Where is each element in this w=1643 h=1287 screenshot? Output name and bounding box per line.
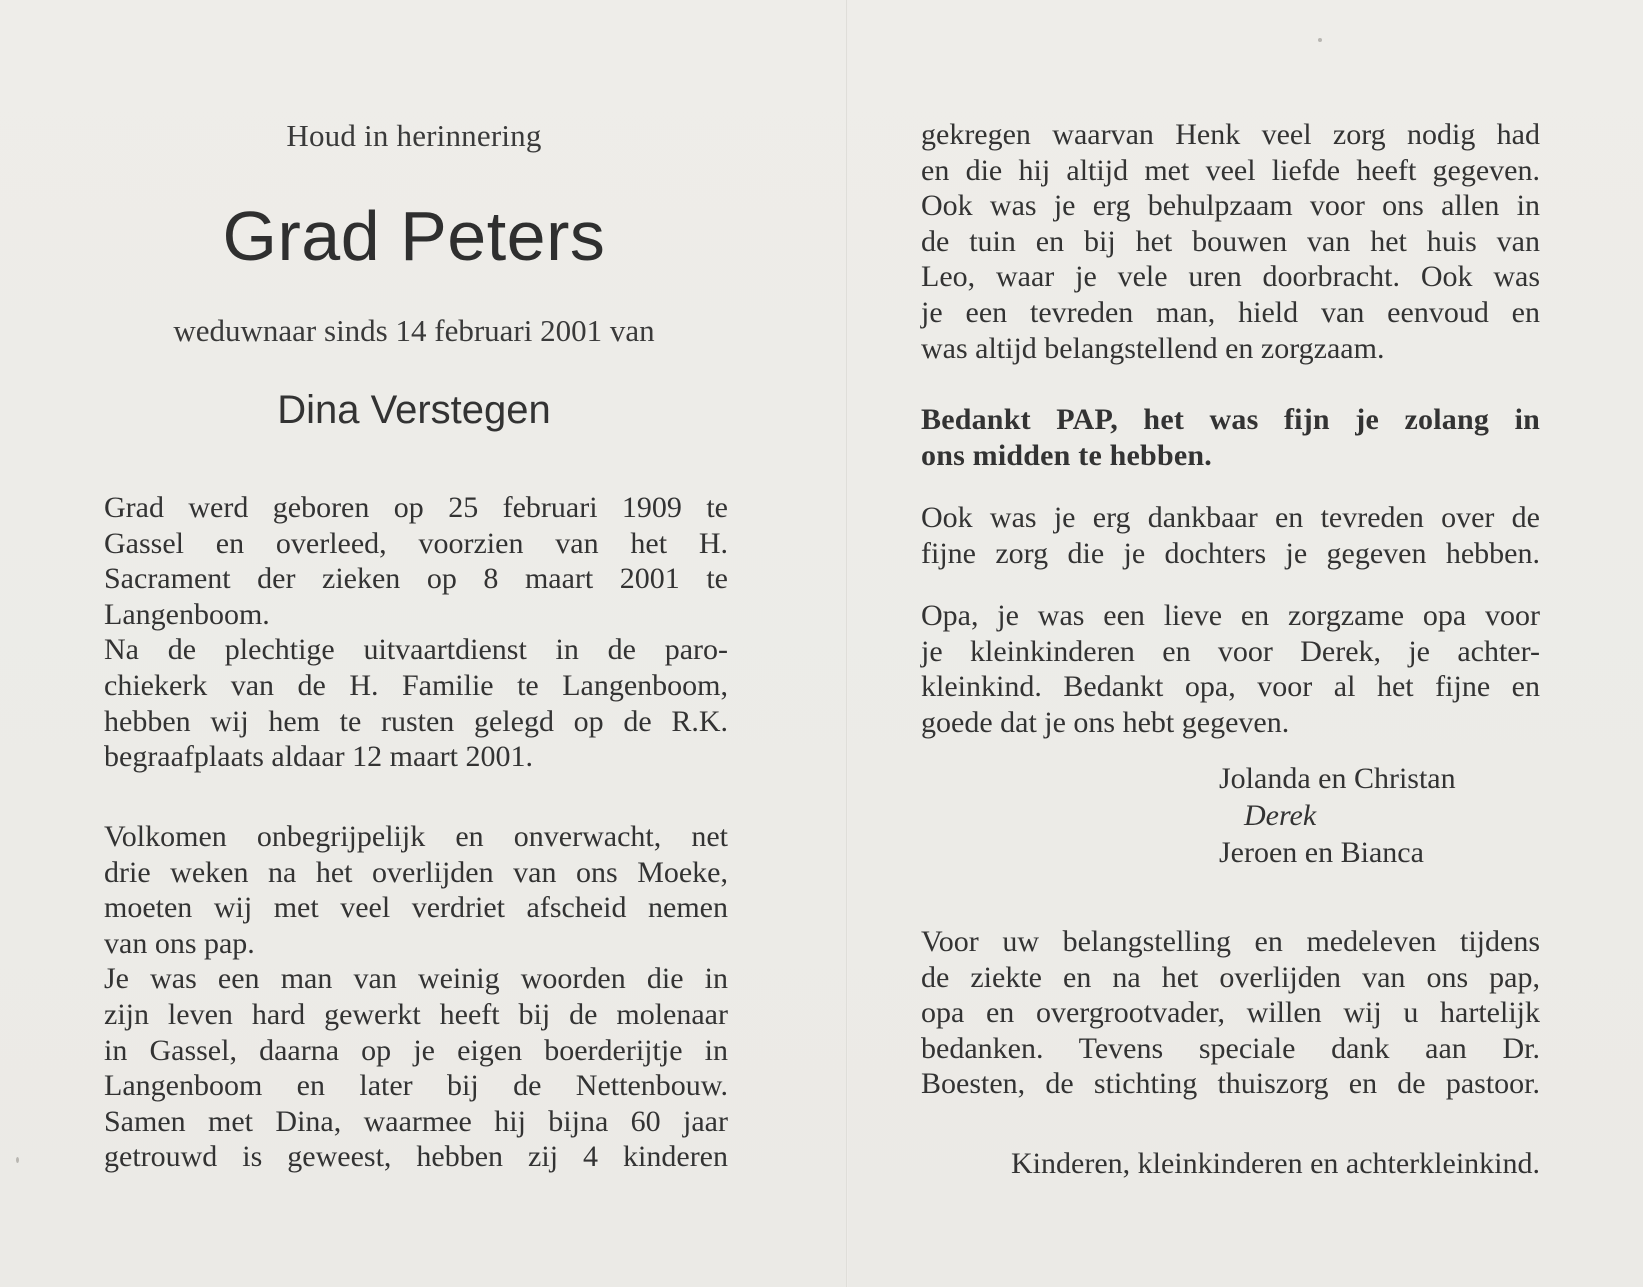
text-line: begraafplaats aldaar 12 maart 2001. (104, 740, 533, 774)
text-line: Leo, waar je vele uren doorbracht. Ook was (921, 260, 1540, 294)
text-line: in Gassel, daarna op je eigen boerderijtje in (104, 1033, 728, 1067)
text-line: Ook was je erg dankbaar en tevreden over de (921, 501, 1540, 534)
text-line: hebben wij hem te rusten gelegd op de R.K. (104, 704, 728, 738)
text-line: Langenboom en later bij de Nettenbouw. (104, 1069, 728, 1103)
text-line: zijn leven hard gewerkt heeft bij de molenaar (104, 997, 728, 1031)
text-line: Opa, je was een lieve en zorgzame opa voor (921, 599, 1540, 632)
text-line: chiekerk van de H. Familie te Langenboom, (104, 668, 728, 702)
thanks-bold-paragraph (921, 402, 1540, 474)
signoff-line: Jeroen en Bianca (1219, 836, 1424, 869)
text-line: drie weken na het overlijden van ons Moeke, (104, 855, 728, 889)
text-line: Boesten, de stichting thuiszorg en de pastoor. (921, 1067, 1540, 1101)
continuation-paragraph (921, 117, 1540, 366)
text-line: getrouwd is geweest, hebben zij 4 kinderen (104, 1140, 728, 1174)
text-line: Sacrament der zieken op 8 maart 2001 te (104, 562, 728, 596)
text-line: opa en overgrootvader, willen wij u hartelijk (921, 996, 1540, 1030)
memorial-header: Houd in herinnering (286, 118, 542, 153)
text-line: Volkomen onbegrijpelijk en onverwacht, net (104, 820, 728, 853)
text-line: Samen met Dina, waarmee hij bijna 60 jaar (104, 1104, 728, 1138)
text-line: Langenboom. (104, 597, 270, 631)
text-line: Ook was je erg behulpzaam voor ons allen in (921, 189, 1540, 223)
text-line: fijne zorg die je dochters je gegeven hebben. (921, 536, 1540, 570)
grandfather-paragraph (921, 598, 1540, 740)
widower-line: weduwnaar sinds 14 februari 2001 van (173, 313, 655, 348)
text-line: de ziekte en na het overlijden van ons pap, (921, 960, 1540, 994)
text-line: je een tevreden man, hield van eenvoud en (921, 295, 1540, 329)
signoff-line: Derek (1244, 799, 1317, 832)
text-line: en die hij altijd met veel liefde heeft gegeven. (921, 153, 1540, 187)
text-line: goede dat je ons hebt gegeven. (921, 705, 1290, 739)
text-line: Grad werd geboren op 25 februari 1909 te (104, 491, 728, 524)
text-line: de tuin en bij het bouwen van het huis van (921, 224, 1540, 258)
text-line: gekregen waarvan Henk veel zorg nodig had (921, 118, 1540, 151)
text-line: Gassel en overleed, voorzien van het H. (104, 526, 728, 560)
text-line: van ons pap. (104, 926, 255, 960)
acknowledgement-paragraph (921, 924, 1540, 1102)
text-line: Je was een man van weinig woorden die in (104, 962, 728, 996)
text-line: bedanken. Tevens speciale dank aan Dr. (921, 1031, 1540, 1065)
text-line: ons midden te hebben. (921, 439, 1212, 472)
text-line: kleinkind. Bedankt opa, voor al het fijne en (921, 670, 1540, 704)
family-signoff (1219, 760, 1456, 871)
text-line: Bedankt PAP, het was fijn je zolang in (921, 403, 1540, 436)
text-line: was altijd belangstellend en zorgzaam. (921, 331, 1385, 365)
tribute-paragraph (104, 819, 728, 1175)
text-line: je kleinkinderen en voor Derek, je achter- (921, 634, 1540, 668)
signoff-line: Jolanda en Christan (1219, 762, 1456, 795)
biography-paragraph (104, 490, 728, 775)
paper-speck (16, 1157, 19, 1163)
deceased-name: Grad Peters (222, 197, 606, 275)
spouse-name: Dina Verstegen (277, 388, 551, 432)
text-line: Na de plechtige uitvaartdienst in de paro- (104, 633, 728, 667)
text-line: Voor uw belangstelling en medeleven tijdens (921, 925, 1540, 958)
closing-signature: Kinderen, kleinkinderen en achterkleinkind. (1011, 1147, 1540, 1180)
text-line: moeten wij met veel verdriet afscheid nemen (104, 891, 728, 925)
paper-speck (1318, 38, 1322, 42)
gratitude-paragraph (921, 500, 1540, 571)
